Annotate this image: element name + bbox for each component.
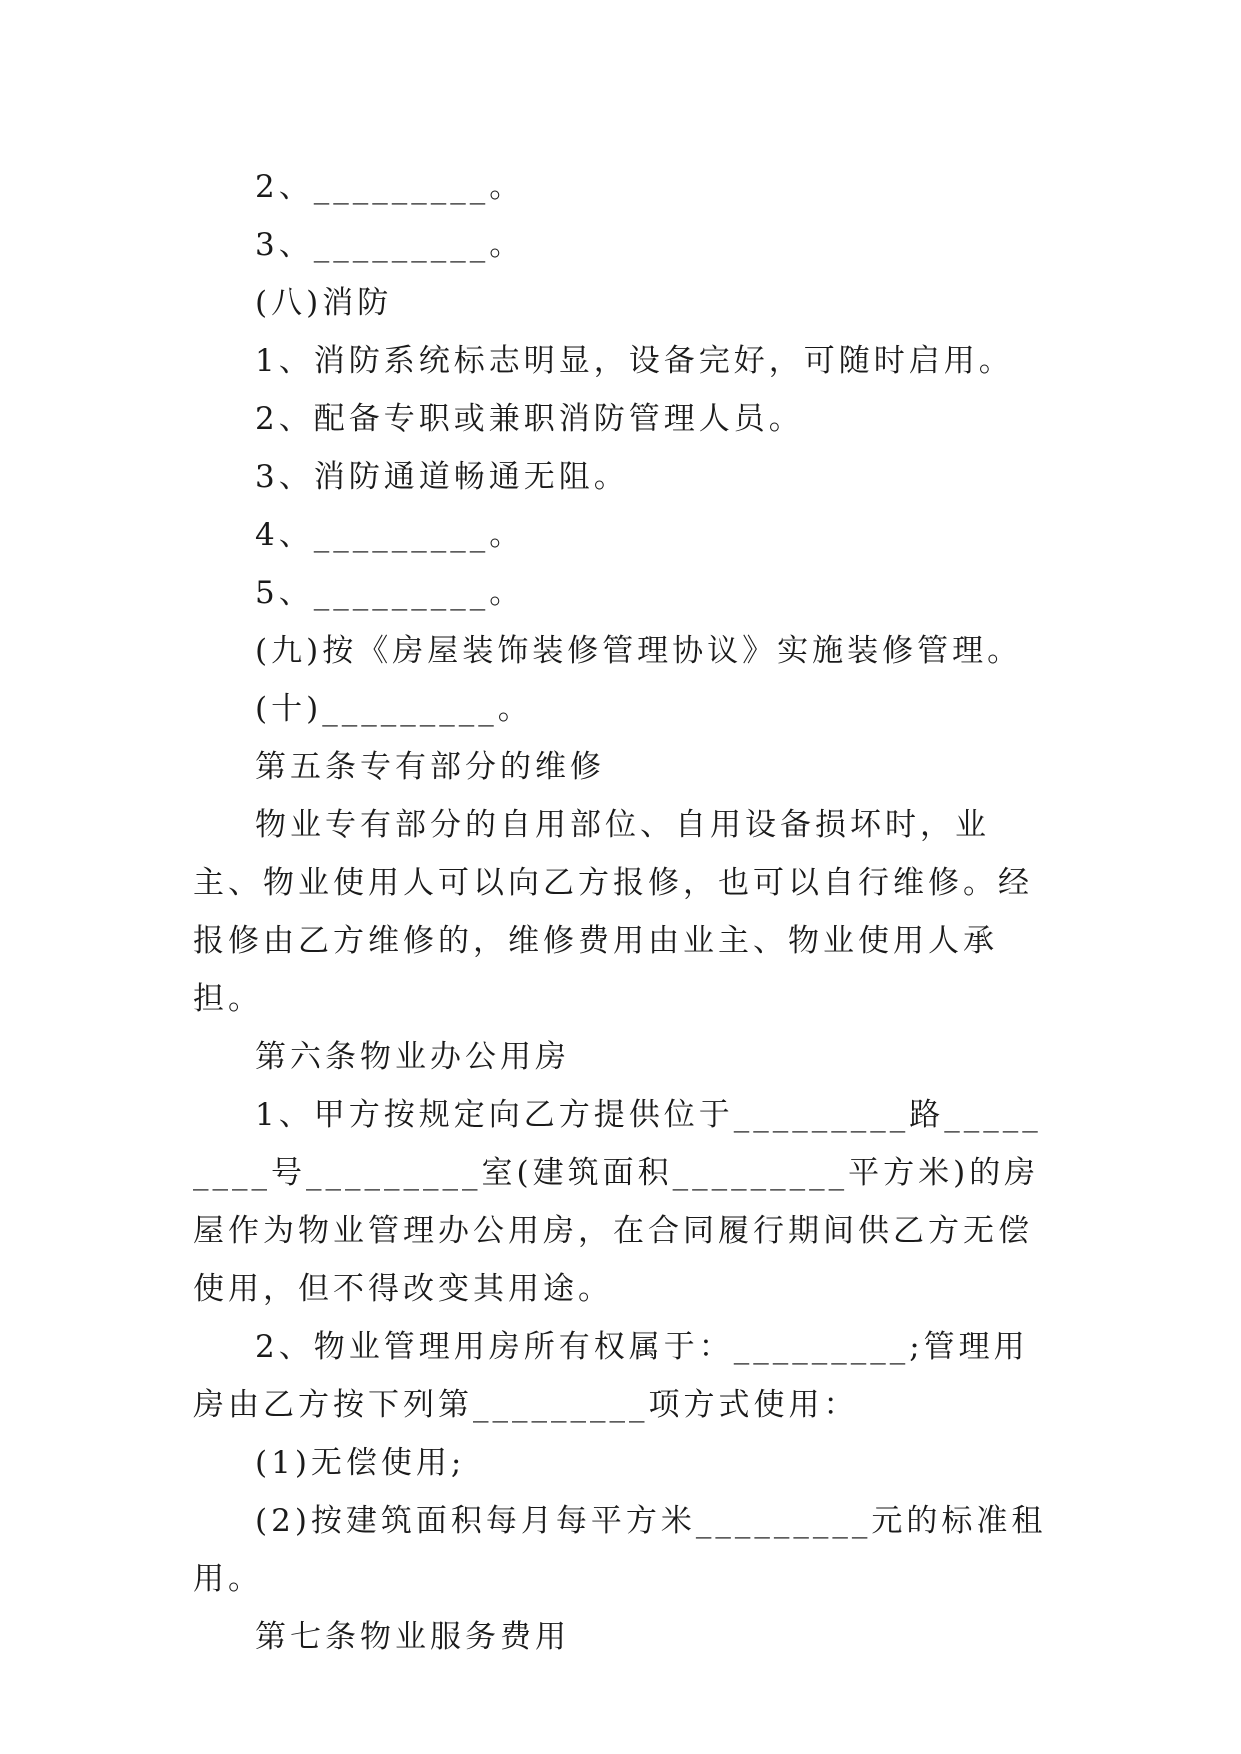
paragraph: 3、_________。 bbox=[255, 227, 525, 263]
paragraph: 2、_________。 bbox=[255, 169, 525, 205]
paragraph: 2、配备专职或兼职消防管理人员。 bbox=[255, 401, 804, 437]
article-heading: 第七条物业服务费用 bbox=[255, 1619, 570, 1655]
article-heading: 第五条专有部分的维修 bbox=[255, 749, 605, 785]
article-heading: 第六条物业办公用房 bbox=[255, 1039, 570, 1075]
paragraph: (2)按建筑面积每月每平方米_________元的标准租用。 bbox=[193, 1503, 1047, 1597]
section-heading: (八)消防 bbox=[255, 285, 393, 321]
paragraph: 4、_________。 bbox=[255, 517, 525, 553]
paragraph: 5、_________。 bbox=[255, 575, 525, 611]
paragraph: (1)无偿使用; bbox=[255, 1445, 466, 1481]
paragraph: 1、消防系统标志明显，设备完好，可随时启用。 bbox=[255, 343, 1014, 379]
paragraph: 物业专有部分的自用部位、自用设备损坏时，业主、物业使用人可以向乙方报修，也可以自行维修。经报修由乙方维修的，维修费用由业主、物业使用人承担。 bbox=[193, 807, 1033, 1017]
paragraph: 1、甲方按规定向乙方提供位于_________路_________号_________室(建筑面积_________平方米)的房屋作为物业管理办公用房，在合同履行期间供乙方无偿使用，但不得改变其用途。 bbox=[193, 1097, 1042, 1307]
paragraph: (九)按《房屋装饰装修管理协议》实施装修管理。 bbox=[255, 633, 1023, 669]
document-body bbox=[193, 158, 1053, 1666]
paragraph: (十)_________。 bbox=[255, 691, 533, 727]
paragraph: 3、消防通道畅通无阻。 bbox=[255, 459, 629, 495]
paragraph: 2、物业管理用房所有权属于：_________;管理用房由乙方按下列第_________项方式使用： bbox=[193, 1329, 1029, 1423]
